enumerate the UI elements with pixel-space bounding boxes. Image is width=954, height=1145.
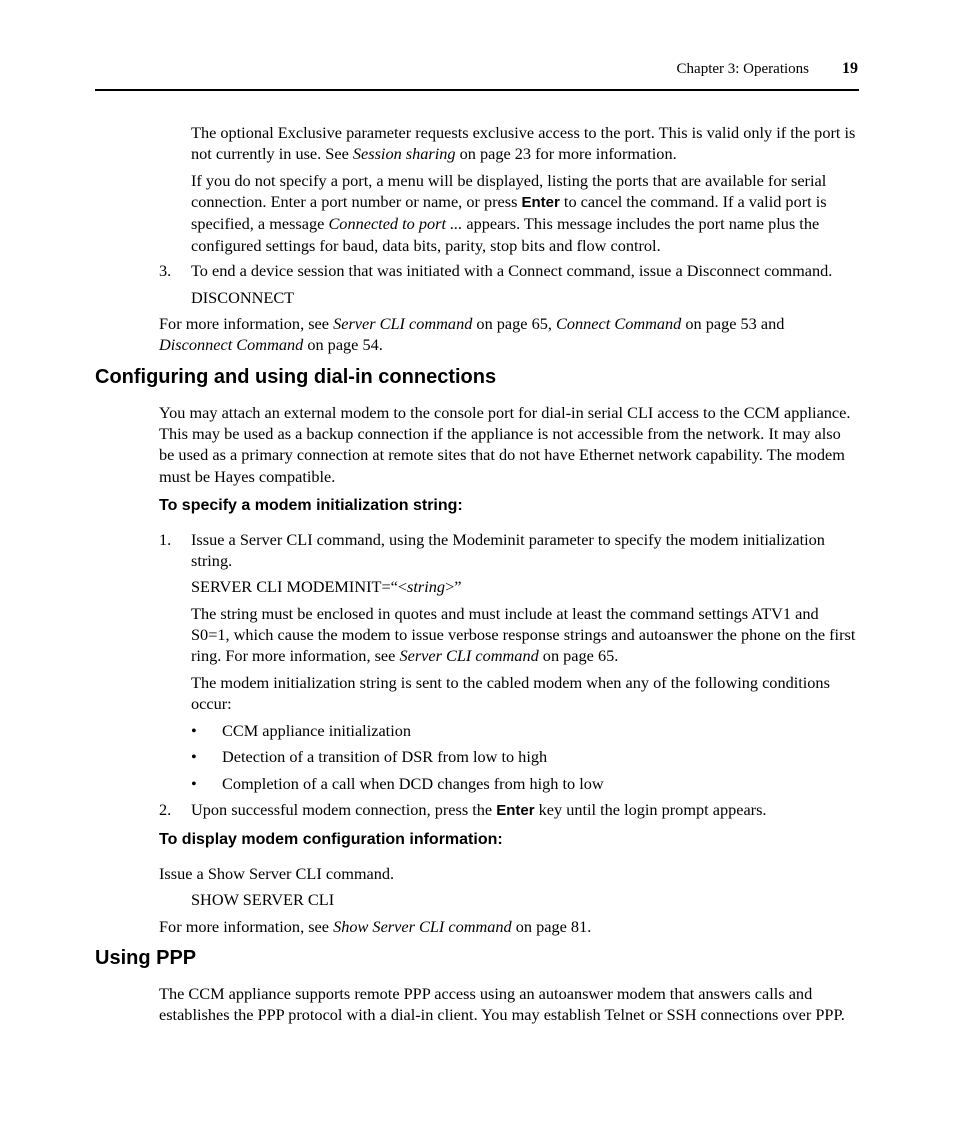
text: on page 23 for more information.: [455, 144, 677, 164]
bullet-marker: •: [191, 774, 197, 793]
step-number: 1.: [159, 530, 172, 549]
bullet-item: Detection of a transition of DSR from low to high: [222, 747, 548, 766]
paragraph-no-port: [191, 170, 859, 256]
cross-reference: Session sharing: [352, 144, 456, 164]
text: >”: [445, 577, 462, 596]
text: SERVER CLI MODEMINIT=“<: [191, 577, 408, 596]
key-name: Enter: [496, 802, 535, 819]
text: For more information, see: [159, 917, 334, 936]
command-modeminit: [191, 576, 461, 597]
step-text: Issue a Server CLI command, using the Modeminit parameter to specify the modem initialization string.: [191, 530, 825, 571]
paragraph-exclusive: [191, 122, 859, 164]
text: to cancel the command. If a valid port is specified, a message: [191, 192, 827, 234]
text: The optional Exclusive parameter requests exclusive access to the port. This is valid only if the port is not currently in use. See: [191, 123, 856, 164]
running-header-chapter: Chapter 3: Operations: [676, 61, 809, 77]
paragraph-dial-in: You may attach an external modem to the console port for dial-in serial CLI access to the CCM appliance. This may be used as a backup connection if the appliance is not accessible from the network. It may also be used as a primary connection at remote sites that do not have Ethernet network capability. The modem must be Hayes compatible.: [159, 403, 851, 486]
text: If you do not specify a port, a menu will be displayed, listing the ports that are available for serial connection. Enter a port number or name, or press: [191, 171, 827, 212]
text: Upon successful modem connection, press the: [191, 800, 497, 819]
header-rule: [95, 89, 859, 91]
cross-reference: Connect Command: [556, 314, 682, 333]
variable: string: [407, 577, 446, 596]
section-heading-ppp: Using PPP: [95, 947, 197, 969]
paragraph-conditions: The modem initialization string is sent to the cabled modem when any of the following conditions occur:: [191, 673, 830, 714]
step-number: 2.: [159, 800, 172, 819]
message-text: Connected to port ...: [328, 214, 463, 234]
text: The string must be enclosed in quotes and must include at least the command settings ATV1 and S0=1, which cause the modem to issue verbose response strings and autoanswer the phone on the first ring. For more information, see: [191, 604, 856, 666]
paragraph-string: [191, 603, 859, 667]
key-name: Enter: [521, 194, 560, 212]
text: on page 65,: [472, 314, 557, 333]
bullet-marker: •: [191, 747, 197, 766]
paragraph-issue: Issue a Show Server CLI command.: [159, 864, 395, 883]
procedure-heading-modem-init: To specify a modem initialization string:: [159, 497, 463, 514]
page-number: 19: [842, 60, 858, 77]
bullet-item: CCM appliance initialization: [222, 721, 411, 740]
cross-reference: Disconnect Command: [159, 335, 304, 355]
bullet-marker: •: [191, 721, 197, 740]
text: key until the login prompt appears.: [534, 800, 767, 819]
step-number: 3.: [159, 261, 172, 280]
paragraph-more-info: [159, 916, 859, 937]
step-text: [191, 799, 859, 821]
text: on page 65.: [538, 646, 619, 666]
bullet-item: Completion of a call when DCD changes from high to low: [222, 774, 604, 793]
paragraph-more-info: [159, 313, 859, 355]
cross-reference: Show Server CLI command: [333, 917, 512, 936]
text: For more information, see: [159, 314, 334, 333]
text: on page 53 and: [681, 314, 785, 333]
command-disconnect: DISCONNECT: [191, 288, 295, 307]
section-heading-dial-in: Configuring and using dial-in connections: [95, 366, 497, 388]
cross-reference: Server CLI command: [333, 314, 473, 333]
text: on page 54.: [303, 335, 383, 355]
paragraph-ppp: The CCM appliance supports remote PPP access using an autoanswer modem that answers calls and establishes the PPP protocol with a dial-in client. You may establish Telnet or SSH connections over PPP.: [159, 984, 845, 1025]
procedure-heading-display: To display modem configuration information:: [159, 831, 503, 848]
command-show-server: SHOW SERVER CLI: [191, 890, 335, 909]
cross-reference: Server CLI command: [399, 646, 539, 666]
text: on page 81.: [511, 917, 592, 936]
text: appears. This message includes the port name plus the configured settings for baud, data bits, parity, stop bits and flow control.: [191, 214, 820, 255]
step-text: To end a device session that was initiated with a Connect command, issue a Disconnect command.: [191, 261, 833, 280]
